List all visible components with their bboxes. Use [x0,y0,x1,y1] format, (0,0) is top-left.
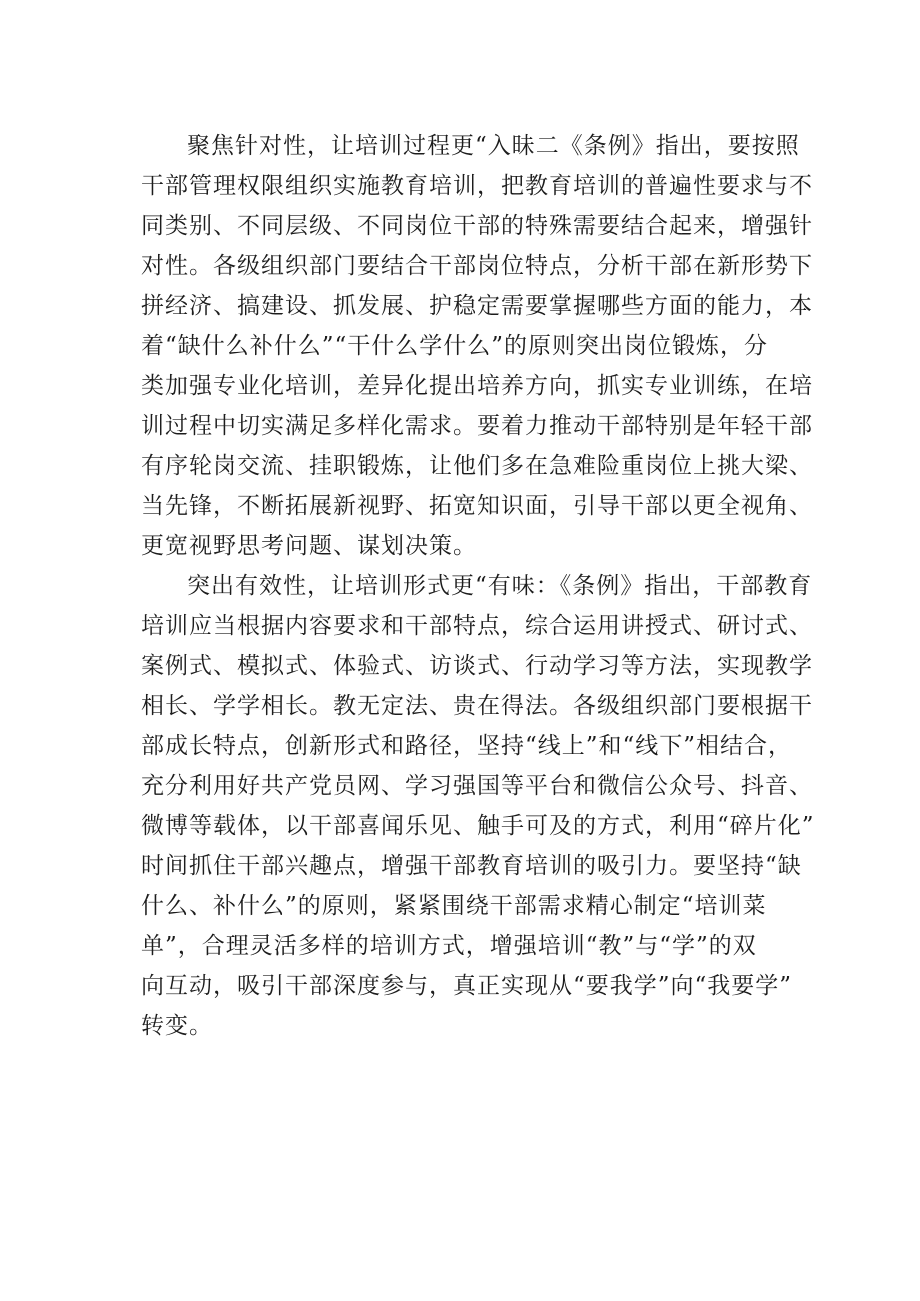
text-line: 时间抓住干部兴趣点，增强干部教育培训的吸引力。要坚持“缺 [141,853,802,879]
text-line: 干部管理权限组织实施教育培训，把教育培训的普遍性要求与不 [141,173,813,199]
text-line: 转变。 [141,1013,213,1039]
text-line: 同类别、不同层级、不同岗位干部的特殊需要结合起来，增强针 [141,213,813,239]
text-line: 部成长特点，创新形式和路径，坚持“线上”和“线下”相结合， [141,733,793,759]
text-line: 聚焦针对性，让培训过程更“入昧二《条例》指出，要按照 [187,133,800,159]
text-line: 有序轮岗交流、挂职锻炼，让他们多在急难险重岗位上挑大梁、 [141,453,813,479]
text-line: 什么、补什么”的原则，紧紧围绕干部需求精心制定“培训菜 [141,893,767,919]
text-line: 向互动，吸引干部深度参与，真正实现从“要我学”向“我要学” [141,973,793,999]
text-line: 充分利用好共产党员网、学习强国等平台和微信公众号、抖音、 [141,773,813,799]
text-line: 相长、学学相长。教无定法、贵在得法。各级组织部门要根据干 [141,693,813,719]
text-line: 当先锋，不断拓展新视野、拓宽知识面，引导干部以更全视角、 [141,493,813,519]
paragraph-training-effectiveness [141,566,815,1046]
text-line: 对性。各级组织部门要结合干部岗位特点，分析干部在新形势下 [141,253,813,279]
text-line: 更宽视野思考问题、谋划决策。 [141,533,477,559]
text-line: 案例式、模拟式、体验式、访谈式、行动学习等方法，实现教学 [141,653,813,679]
text-line: 拼经济、搞建设、抓发展、护稳定需要掌握哪些方面的能力，本 [141,293,813,319]
text-line: 类加强专业化培训，差异化提出培养方向，抓实专业训练，在培 [141,373,813,399]
document-body [141,126,815,1046]
text-line: 训过程中切实满足多样化需求。要着力推动干部特别是年轻干部 [141,413,813,439]
paragraph-training-relevance [141,126,813,566]
text-line: 突出有效性，让培训形式更“有味：《条例》指出，干部教育 [187,573,813,599]
text-line: 微博等载体，以干部喜闻乐见、触手可及的方式，利用“碎片化” [141,813,815,839]
text-line: 着“缺什么补什么”“干什么学什么”的原则突出岗位锻炼，分 [141,333,769,359]
text-line: 单”，合理灵活多样的培训方式，增强培训“教”与“学”的双 [141,933,757,959]
text-line: 培训应当根据内容要求和干部特点，综合运用讲授式、研讨式、 [141,613,813,639]
